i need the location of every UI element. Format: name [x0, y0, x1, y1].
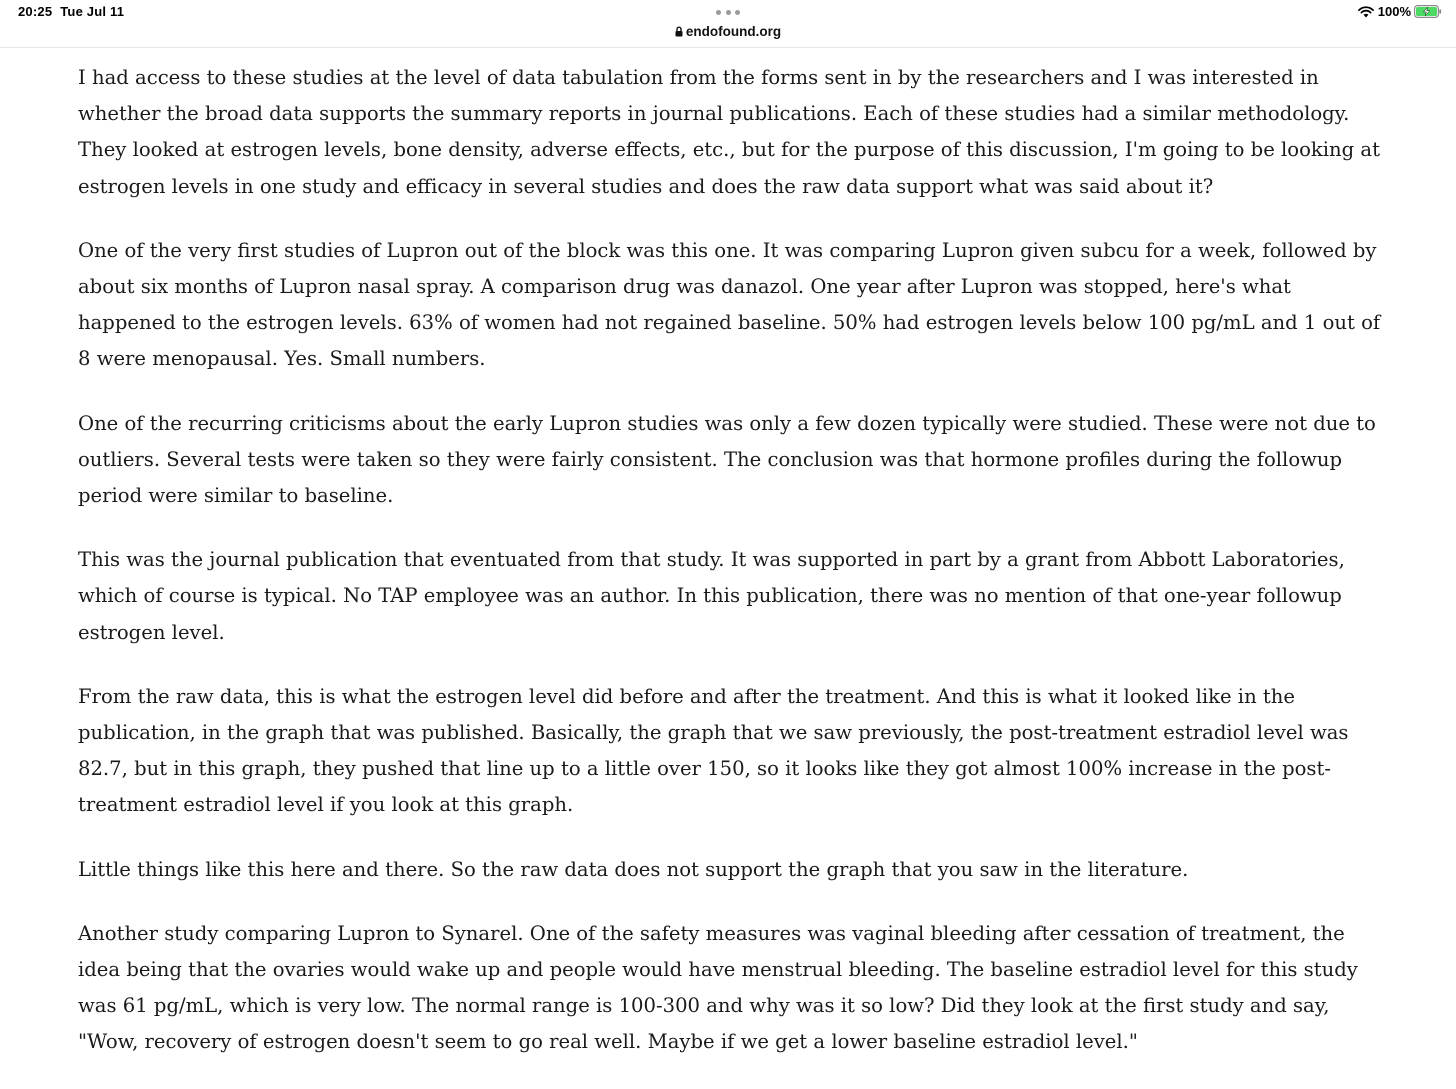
status-time-date: [18, 4, 124, 19]
article-paragraph: One of the recurring criticisms about the early Lupron studies was only a few dozen typically were studied. These were not due to outliers. Several tests were taken so they were fairly consistent. The conclusion was that hormone profiles during the followup period were similar to baseline.: [78, 411, 1376, 508]
article-paragraph: One of the very first studies of Lupron out of the block was this one. It was comparing Lupron given subcu for a week, followed by about six months of Lupron nasal spray. A comparison drug was danazol. One year after Lupron was stopped, here's what happened to the estrogen levels. 63% of women had not regained baseline. 50% had estrogen levels below 100 pg/mL and 1 out of 8 were menopausal. Yes. Small numbers.: [78, 238, 1381, 371]
article-paragraph: Little things like this here and there. So the raw data does not support the graph that you saw in the literature.: [78, 857, 1189, 881]
address-bar[interactable]: [0, 24, 1456, 39]
article-paragraph: This was the journal publication that eventuated from that study. It was supported in part by a grant from Abbott Laboratories, which of course is typical. No TAP employee was an author. In this publication, there was no mention of that one-year followup estrogen level.: [78, 548, 1345, 644]
article-paragraph: I had access to these studies at the level of data tabulation from the forms sent in by the researchers and I was interested in whether the broad data supports the summary reports in journal publications. Each of these studies had a similar methodology. They looked at estrogen levels, bone density, adverse effects, etc., but for the purpose of this discussion, I'm going to be looking at estrogen levels in one study and efficacy in several studies and does the raw data support what was said about it?: [78, 66, 1380, 198]
url-text: endofound.org: [685, 24, 782, 39]
article-paragraph: From the raw data, this is what the estrogen level did before and after the treatment. And this is what it looked like in the publication, in the graph that was published. Basically, the graph that we saw previously, the post-treatment estradiol level was 82.7, but in this graph, they pushed that line up to a little over 150, so it looks like they got almost 100% increase in the post-treatment estradiol level if you look at this graph.: [78, 684, 1349, 817]
status-bar: [0, 0, 1456, 48]
article-body: [78, 60, 1383, 1089]
battery-percent: 100%: [1377, 4, 1411, 19]
battery-charging-icon: [1414, 5, 1442, 18]
article-paragraph: Another study comparing Lupron to Synarel. One of the safety measures was vaginal bleeding after cessation of treatment, the idea being that the ovaries would wake up and people would have menstrual bleeding. The baseline estradiol level for this study was 61 pg/mL, which is very low. The normal range is 100-300 and why was it so low? Did they look at the first study and say, "Wow, recovery of estrogen doesn't seem to go real well. Maybe if we get a lower baseline estradiol level.": [78, 921, 1358, 1054]
lock-icon: [675, 26, 683, 37]
status-time: 20:25: [18, 4, 53, 19]
status-indicators: [1358, 4, 1442, 19]
status-date: Tue Jul 11: [60, 4, 125, 19]
wifi-icon: [1358, 6, 1374, 18]
more-dots-icon[interactable]: [716, 10, 740, 15]
